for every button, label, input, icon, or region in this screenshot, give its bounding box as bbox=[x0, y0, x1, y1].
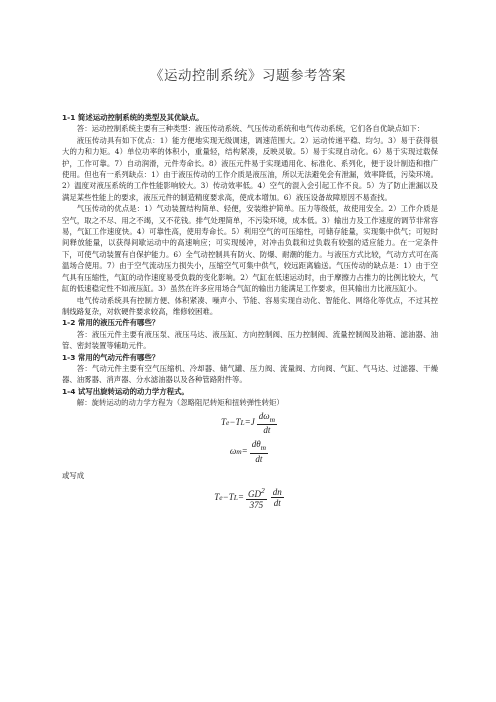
equation-fraction: $\frac{dn}{dt}$ bbox=[272, 487, 282, 509]
equation-torque: T e − T L = J $\frac{d\omega_m}{dt}$ bbox=[221, 410, 275, 436]
q3-answer: 答：气动元件主要有空气压缩机、冷却器、储气罐、压力阀、流量阀、方向阀、气缸、气马达、过滤器、干燥器、油雾器、消声器、分水滤油器以及各种管路附件等。 bbox=[62, 363, 438, 385]
equation-fraction: $\frac{d\theta_m}{dt}$ bbox=[251, 439, 267, 465]
q1-answer-intro: 答：运动控制系统主要有三种类型：液压传动系统、气压传动系统和电气传动系统，它们各自优缺点如下： bbox=[76, 124, 425, 134]
q1-pneumatic-paragraph: 气压传动的优点是：1）气动装置结构简单、轻便，安装维护简单。压力等级低，故使用安全。2）工作介质是空气，取之不尽、用之不竭，又不花钱。排气处理简单，不污染环境，成本低。3）输出力及工作速度的调节非常容易，气缸工作速度快。4）可靠性高，使用寿命长。5）利用空气的可压缩性，可储存能量，实现集中供气；可短时间释放能量，以获得间歇运动中的高速响应；可实现缓冲，对冲击负载和过负载有较强的适应能力。在一定条件下，可使气动装置有自保护能力。6）全气动控制具有防火、防爆、耐潮的能力。与液压方式比较，气动方式可在高温场合使用。7）由于空气流动压力损失小，压缩空气可集中供气，较远距离输送。气压传动的缺点是：1）由于空气具有压缩性，气缸的动作速度易受负载的变化影响。2）气缸在低速运动时，由于摩擦力占推力的比例比较大，气缸的低速稳定性不如液压缸。3）虽然在许多应用场合气缸的输出力能满足工作要求，但其输出力比液压缸小。 bbox=[62, 204, 438, 294]
q1-hydraulic-paragraph: 液压传动具有如下优点：1）能方便地实现无级调速，调速范围大。2）运动传递平稳、均匀。3）易于获得很大的力和力矩。4）单位功率的体积小，重量轻，结构紧凑，反映灵敏。5）易于实现自动化。6）易于实现过载保护，工作可靠。7）自动润滑，元件寿命长。8）液压元件易于实现通用化、标准化、系列化，便于设计制造和推广使用。但也有一系列缺点：1）由于液压传动的工作介质是液压油，所以无法避免会有泄漏，效率降低，污染环境。2）温度对液压系统的工作性能影响较大。3）传动效率低。4）空气的混入会引起工作不良。5）为了防止泄漏以及满足某些性能上的要求，液压元件的制造精度要求高，使成本增加。6）液压设备故障原因不易查找。 bbox=[62, 135, 438, 202]
q2-answer: 答：液压元件主要有液压泵、液压马达、液压缸、方向控制阀、压力控制阀、流量控制阀及油箱、滤油器、油管、密封装置等辅助元件。 bbox=[62, 329, 438, 351]
equation-fraction: $\frac{d\omega_m}{dt}$ bbox=[258, 410, 275, 436]
document-body bbox=[62, 112, 438, 514]
q4-answer-intro: 解：旋转运动的动力学方程为（忽略阻尼转矩和扭转弹性转矩） bbox=[76, 398, 284, 408]
equation-angular-velocity: ω m = $\frac{d\theta_m}{dt}$ bbox=[229, 439, 267, 465]
equation-gd2: T e − T L = $\frac{GD^2}{375}$ $\frac{dn}{dt}$ bbox=[214, 485, 282, 510]
question-2-heading: 1-2 常用的液压元件有哪些？ bbox=[62, 318, 160, 328]
question-1-heading: 1-1 简述运动控制系统的类型及其优缺点。 bbox=[62, 113, 204, 122]
question-4-heading: 1-4 试写出旋转运动的动力学方程式。 bbox=[62, 386, 189, 396]
equation-fraction: $\frac{GD^2}{375}$ bbox=[247, 485, 265, 510]
page-title: 《运动控制系统》习题参考答案 bbox=[150, 68, 346, 84]
or-written-as: 或写成 bbox=[62, 471, 85, 481]
q1-electric-paragraph: 电气传动系统具有控制方便、体积紧凑、噪声小、节能、容易实现自动化、智能化、网络化等优点，不过其控制线路复杂，对软硬件要求较高，维修较困难。 bbox=[62, 295, 438, 316]
question-3-heading: 1-3 常用的气动元件有哪些？ bbox=[62, 352, 160, 362]
